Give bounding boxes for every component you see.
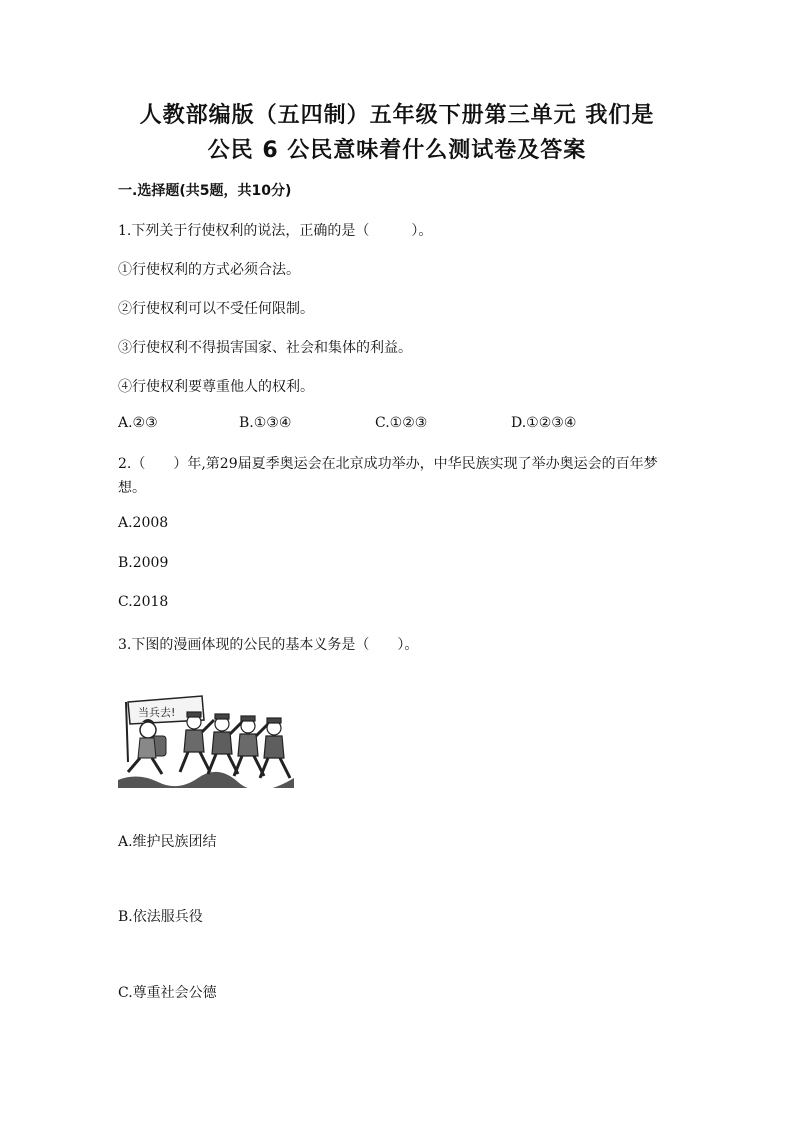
question-1-option-a[interactable]: A.②③ [118,415,158,431]
question-1-statement-1: ①行使权利的方式必须合法。 [118,262,300,278]
question-1-statement-3: ③行使权利不得损害国家、社会和集体的利益。 [118,340,412,356]
question-2-stem: 2.（ ）年,第29届夏季奥运会在北京成功举办，中华民族实现了举办奥运会的百年梦想。 [118,456,658,496]
question-3-option-a[interactable]: A.维护民族团结 [118,834,217,850]
question-1-statement-2: ②行使权利可以不受任何限制。 [118,301,314,317]
question-1-option-b[interactable]: B.①③④ [239,415,292,431]
question-3-option-c[interactable]: C.尊重社会公德 [118,985,217,1001]
question-1-statement-4: ④行使权利要尊重他人的权利。 [118,379,314,395]
soldiers-marching-cartoon-icon [118,692,294,788]
question-3-stem: 3.下图的漫画体现的公民的基本义务是（ ）。 [118,637,419,653]
document-title-line1: 人教部编版（五四制）五年级下册第三单元 我们是 [139,103,655,128]
question-1-stem: 1.下列关于行使权利的说法，正确的是（ ）。 [118,223,433,239]
question-3-option-b[interactable]: B.依法服兵役 [118,909,203,925]
question-1-option-c[interactable]: C.①②③ [375,415,428,431]
section-heading: 一.选择题(共5题，共10分) [118,183,292,199]
document-title-line2: 公民 6 公民意味着什么测试卷及答案 [207,138,587,163]
question-1-option-d[interactable]: D.①②③④ [511,415,577,431]
cartoon-banner-text: 当兵去! [138,706,176,719]
question-1-options [118,415,576,431]
question-2-option-a[interactable]: A.2008 [118,515,169,531]
question-2-option-c[interactable]: C.2018 [118,594,169,610]
question-2-option-b[interactable]: B.2009 [118,555,169,571]
